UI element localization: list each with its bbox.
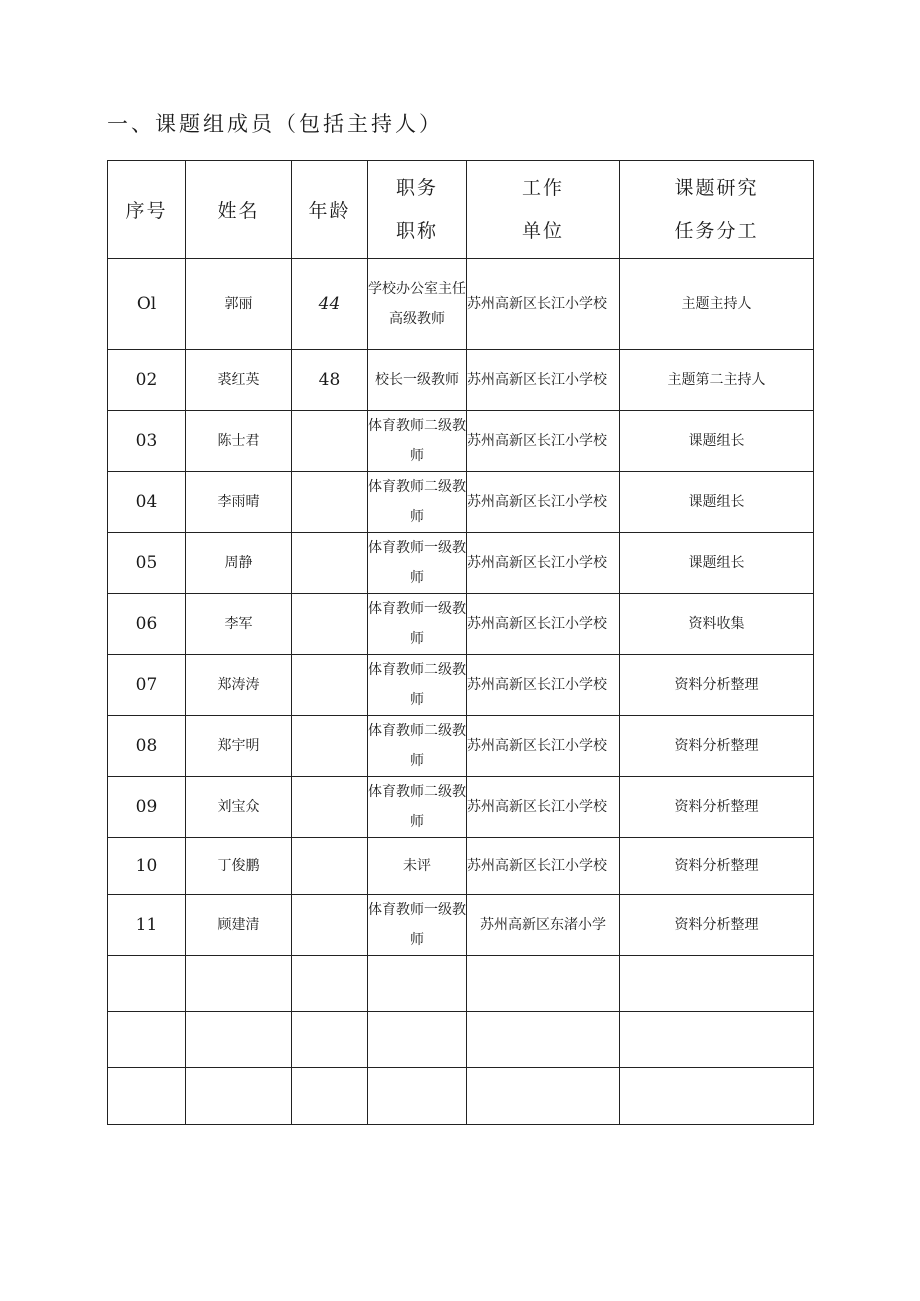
cell-title: 体育教师一级教师 — [368, 895, 467, 956]
header-name: 姓名 — [186, 161, 292, 259]
cell-unit: 苏州高新区长江小学校 — [467, 533, 620, 594]
cell-age: 48 — [292, 350, 368, 411]
empty-cell — [368, 956, 467, 1012]
members-table — [107, 160, 814, 1125]
empty-cell — [368, 1068, 467, 1125]
cell-unit: 苏州高新区长江小学校 — [467, 350, 620, 411]
cell-age — [292, 716, 368, 777]
cell-title: 体育教师一级教师 — [368, 533, 467, 594]
cell-task: 课题组长 — [620, 533, 814, 594]
empty-cell — [467, 956, 620, 1012]
cell-name: 郭丽 — [186, 259, 292, 350]
empty-cell — [368, 1012, 467, 1068]
empty-cell — [620, 956, 814, 1012]
cell-no: 10 — [108, 838, 186, 895]
table-row — [108, 350, 814, 411]
cell-task: 资料分析整理 — [620, 655, 814, 716]
empty-cell — [292, 1068, 368, 1125]
cell-no: 07 — [108, 655, 186, 716]
empty-cell — [620, 1012, 814, 1068]
cell-name: 李军 — [186, 594, 292, 655]
header-position — [368, 161, 467, 259]
header-position-line2: 职称 — [395, 219, 438, 242]
empty-cell — [108, 956, 186, 1012]
cell-age — [292, 533, 368, 594]
table-row — [108, 259, 814, 350]
table-row — [108, 594, 814, 655]
cell-title: 校长一级教师 — [368, 350, 467, 411]
cell-name: 李雨晴 — [186, 472, 292, 533]
cell-age — [292, 655, 368, 716]
cell-name: 裘红英 — [186, 350, 292, 411]
header-unit-line2: 单位 — [521, 219, 564, 242]
empty-cell — [467, 1012, 620, 1068]
empty-row — [108, 1068, 814, 1125]
header-task-line2: 任务分工 — [674, 219, 759, 242]
table-row — [108, 533, 814, 594]
header-unit-line1: 工作 — [521, 176, 564, 199]
cell-task: 资料分析整理 — [620, 838, 814, 895]
cell-unit: 苏州高新区长江小学校 — [467, 411, 620, 472]
header-task-line1: 课题研究 — [674, 176, 759, 199]
cell-task: 资料收集 — [620, 594, 814, 655]
header-no: 序号 — [108, 161, 186, 259]
cell-no: 04 — [108, 472, 186, 533]
cell-unit: 苏州高新区东渚小学 — [467, 895, 620, 956]
empty-cell — [186, 1068, 292, 1125]
empty-cell — [108, 1012, 186, 1068]
header-row — [108, 161, 814, 259]
cell-no: 03 — [108, 411, 186, 472]
cell-title: 体育教师二级教师 — [368, 472, 467, 533]
empty-cell — [186, 1012, 292, 1068]
cell-title: 未评 — [368, 838, 467, 895]
header-task — [620, 161, 814, 259]
empty-cell — [620, 1068, 814, 1125]
cell-no: 06 — [108, 594, 186, 655]
cell-no: 02 — [108, 350, 186, 411]
cell-name: 顾建清 — [186, 895, 292, 956]
cell-name: 丁俊鹏 — [186, 838, 292, 895]
cell-no: 11 — [108, 895, 186, 956]
cell-title: 学校办公室主任高级教师 — [368, 259, 467, 350]
table-row — [108, 655, 814, 716]
empty-cell — [108, 1068, 186, 1125]
cell-title: 体育教师二级教师 — [368, 777, 467, 838]
table-row — [108, 838, 814, 895]
section-title: 一、课题组成员（包括主持人） — [107, 112, 443, 136]
empty-cell — [292, 1012, 368, 1068]
cell-age — [292, 895, 368, 956]
cell-unit: 苏州高新区长江小学校 — [467, 838, 620, 895]
empty-cell — [292, 956, 368, 1012]
header-position-line1: 职务 — [395, 176, 438, 199]
cell-unit: 苏州高新区长江小学校 — [467, 716, 620, 777]
cell-age: 44 — [292, 259, 368, 350]
table-row — [108, 716, 814, 777]
cell-task: 课题组长 — [620, 411, 814, 472]
empty-cell — [186, 956, 292, 1012]
cell-task: 主题第二主持人 — [620, 350, 814, 411]
cell-name: 周静 — [186, 533, 292, 594]
cell-title: 体育教师二级教师 — [368, 655, 467, 716]
cell-name: 郑宇明 — [186, 716, 292, 777]
empty-cell — [467, 1068, 620, 1125]
table-row — [108, 411, 814, 472]
cell-no: Ol — [108, 259, 186, 350]
cell-age — [292, 594, 368, 655]
cell-age — [292, 777, 368, 838]
cell-name: 陈士君 — [186, 411, 292, 472]
header-unit — [467, 161, 620, 259]
table-row — [108, 472, 814, 533]
cell-unit: 苏州高新区长江小学校 — [467, 259, 620, 350]
cell-unit: 苏州高新区长江小学校 — [467, 472, 620, 533]
cell-task: 资料分析整理 — [620, 777, 814, 838]
table-row — [108, 895, 814, 956]
cell-task: 主题主持人 — [620, 259, 814, 350]
cell-unit: 苏州高新区长江小学校 — [467, 655, 620, 716]
cell-age — [292, 838, 368, 895]
cell-name: 郑涛涛 — [186, 655, 292, 716]
cell-title: 体育教师二级教师 — [368, 716, 467, 777]
cell-task: 资料分析整理 — [620, 716, 814, 777]
empty-row — [108, 1012, 814, 1068]
table-row — [108, 777, 814, 838]
cell-name: 刘宝众 — [186, 777, 292, 838]
cell-task: 课题组长 — [620, 472, 814, 533]
cell-no: 08 — [108, 716, 186, 777]
cell-age — [292, 472, 368, 533]
cell-unit: 苏州高新区长江小学校 — [467, 594, 620, 655]
empty-row — [108, 956, 814, 1012]
cell-no: 09 — [108, 777, 186, 838]
cell-title: 体育教师一级教师 — [368, 594, 467, 655]
header-age: 年龄 — [292, 161, 368, 259]
cell-no: 05 — [108, 533, 186, 594]
cell-task: 资料分析整理 — [620, 895, 814, 956]
cell-age — [292, 411, 368, 472]
cell-unit: 苏州高新区长江小学校 — [467, 777, 620, 838]
cell-title: 体育教师二级教师 — [368, 411, 467, 472]
